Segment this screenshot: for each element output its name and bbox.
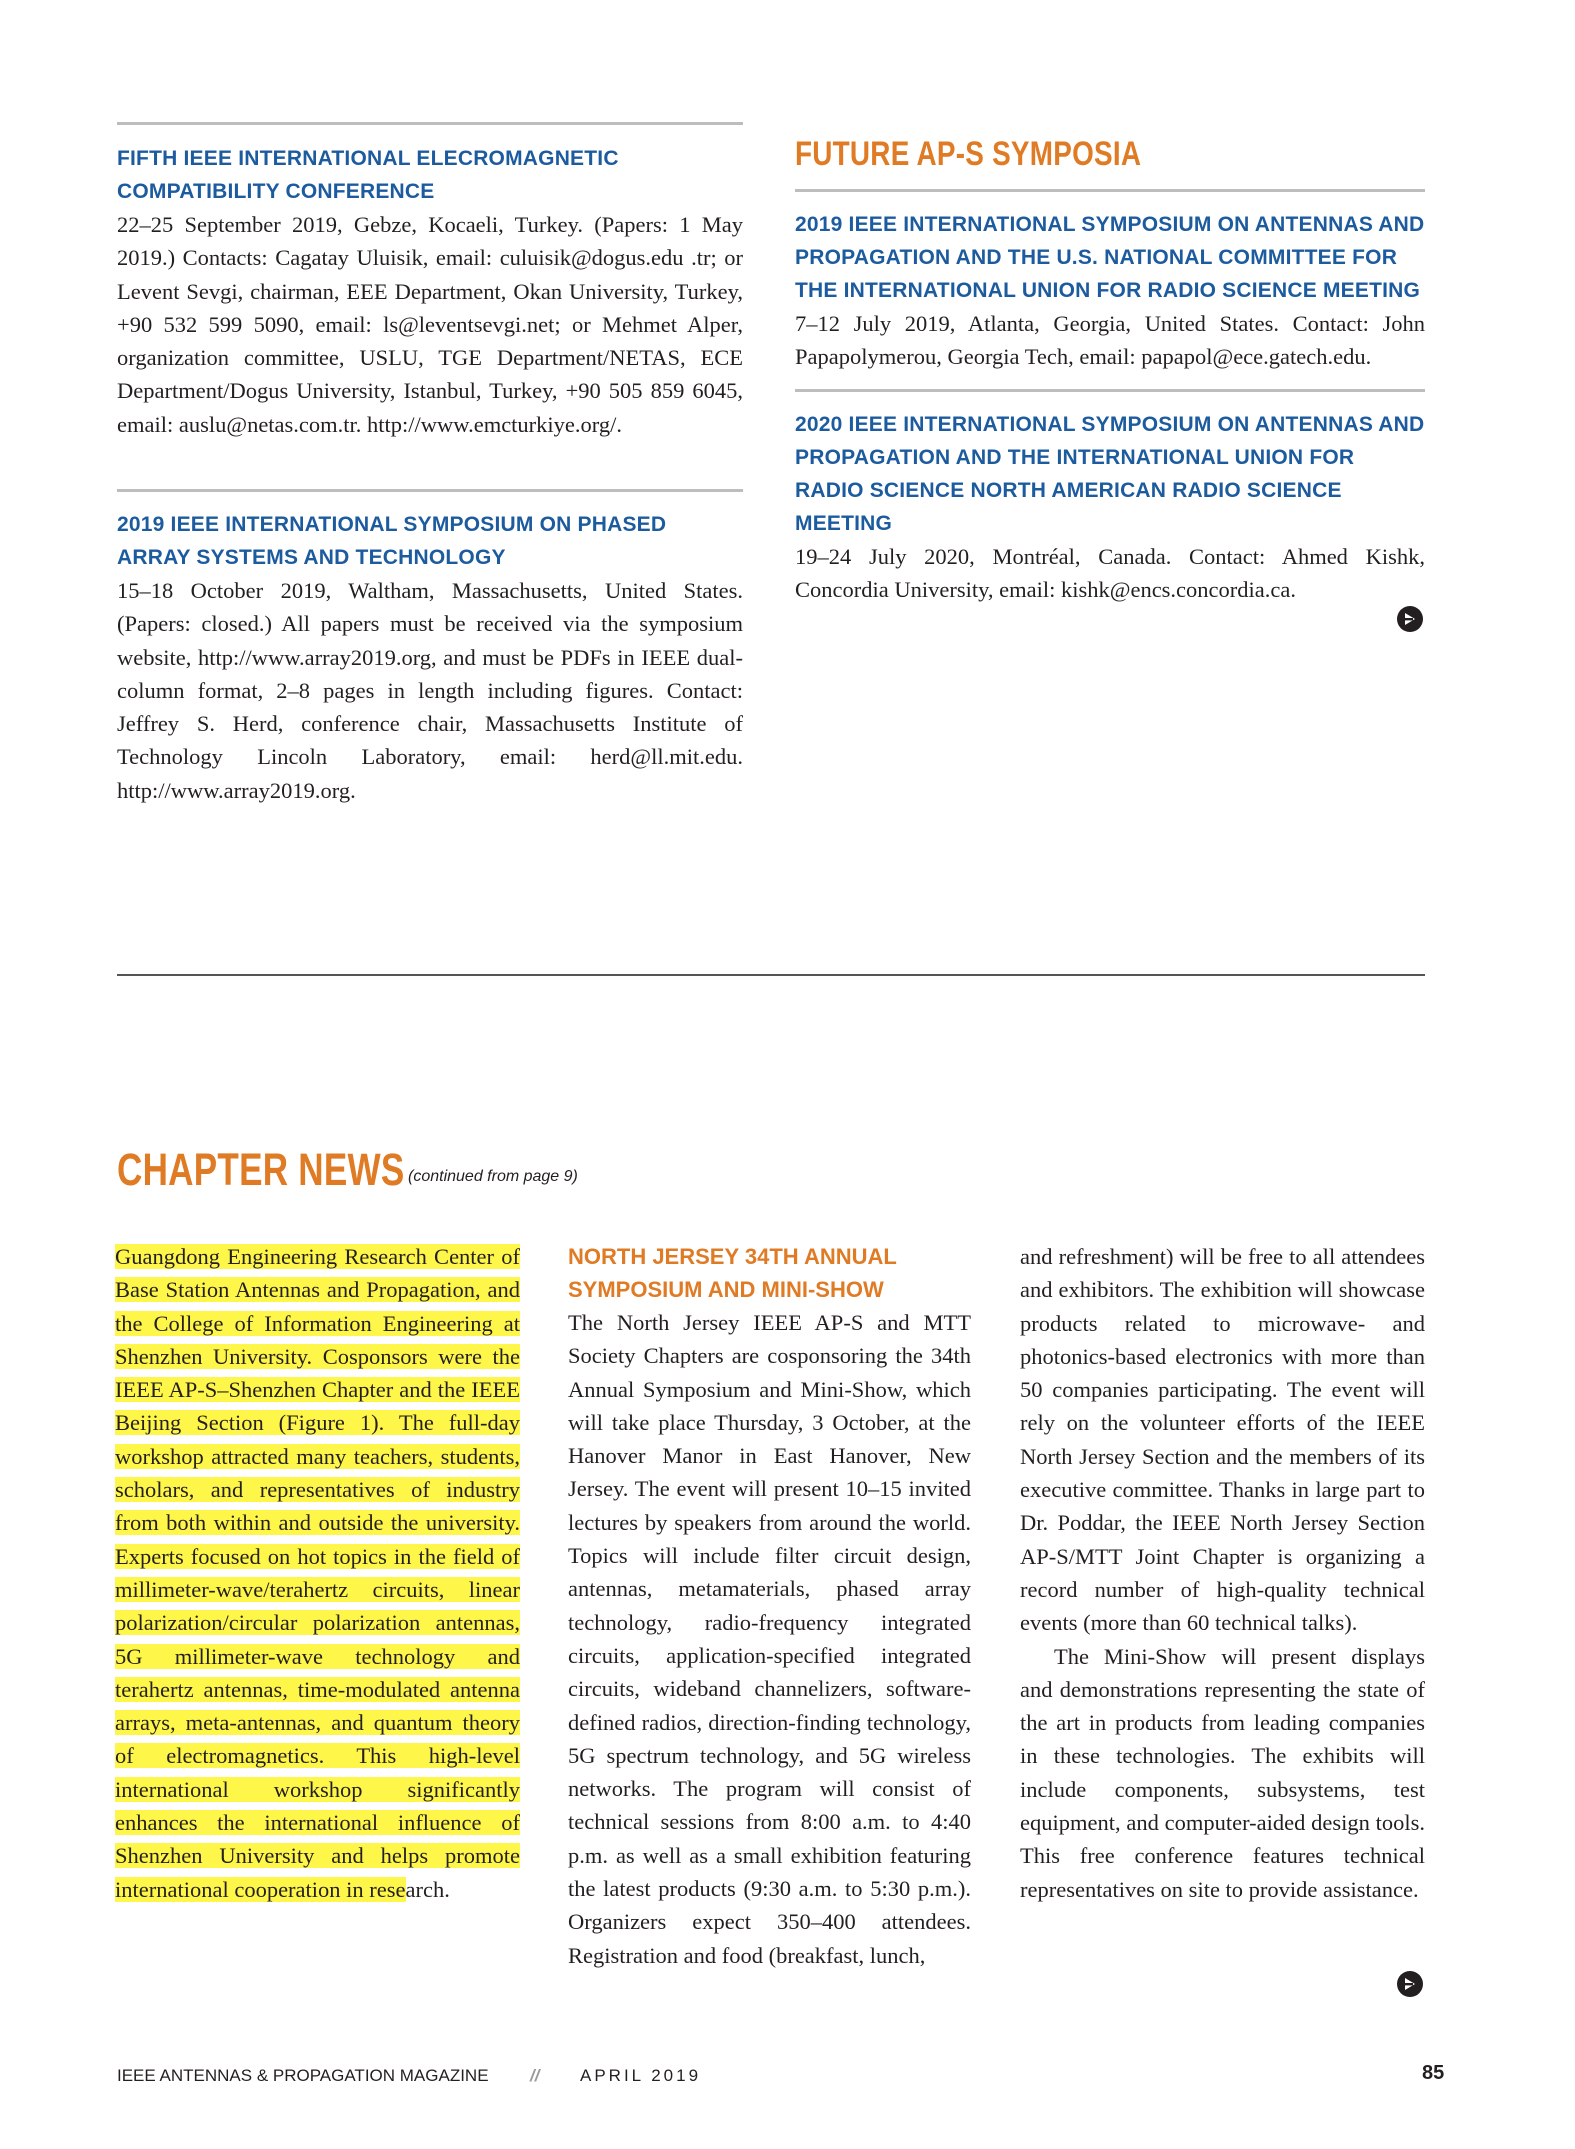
- page-number: 85: [1422, 2062, 1445, 2084]
- north-jersey-body: The North Jersey IEEE AP-S and MTT Society Chapters are cosponsoring the 34th Annual Symposium and Mini-Show, which will take place Thursday, 3 October, at the Hanover Manor in East Hanover, New Jersey. The event will present 10–15 invited lectures by speakers from around the world. Topics will include filter circuit design, antennas, metamaterials, phased array technology, radio-frequency integrated circuits, application-specified integrated circuits, wideband channelizers, software-defined radios, direction-finding technology, 5G spectrum technology, and 5G wireless networks. The program will consist of technical sessions from 8:00 a.m. to 4:40 p.m. as well as a small exhibition featuring the latest products (9:30 a.m. to 5:30 p.m.). Organizers expect 350–400 attendees. Registration and food (breakfast, lunch,: [568, 1310, 971, 1968]
- end-of-section-icon: [1396, 605, 1424, 633]
- emc-conference-heading: FIFTH IEEE INTERNATIONAL ELECROMAGNETIC COMPATIBILITY CONFERENCE: [117, 147, 619, 203]
- north-jersey-heading: NORTH JERSEY 34TH ANNUAL SYMPOSIUM AND MINI-SHOW: [568, 1244, 897, 1302]
- mini-show-paragraph: The Mini-Show will present displays and demonstrations representing the state of the art in products from leading companies in these technologies. The exhibits will include components, subsystems, test equipment, and computer-aided design tools. This free conference features technical representatives on site to provide assistance.: [1020, 1643, 1425, 1902]
- chapter-news-column-2: [568, 1240, 971, 1972]
- highlighted-passage: Guangdong Engineering Research Center of Base Station Antennas and Propagation, and the College of Information Engineering at Shenzhen University. Cosponsors were the IEEE AP-S–Shenzhen Chapter and the IEEE Beijing Section (Figure 1). The full-day workshop attracted many teachers, students, scholars, and representatives of industry from both within and outside the university. Experts focused on hot topics in the field of millimeter-wave/terahertz circuits, linear polarization/circular polarization antennas, 5G millimeter-wave technology and terahertz antennas, time-modulated antenna arrays, meta-antennas, and quantum theory of electromagnetics. This high-level international workshop significantly enhances the international influence of Shenzhen University and helps promote international cooperation in rese: [115, 1244, 520, 1902]
- phased-array-block: [117, 508, 743, 807]
- chapter-news-column-1: [115, 1240, 520, 1906]
- north-jersey-continued: and refreshment) will be free to all attendees and exhibitors. The exhibition will showcase products related to microwave- and photonics-based electronics with more than 50 companies participating. The event will rely on the volunteer efforts of the IEEE North Jersey Section and the members of its executive committee. Thanks in large part to Dr. Poddar, the IEEE North Jersey Section AP-S/MTT Joint Chapter is organizing a record number of high-quality technical events (more than 60 technical talks).: [1020, 1244, 1425, 1636]
- emc-conference-body: 22–25 September 2019, Gebze, Kocaeli, Turkey. (Papers: 1 May 2019.) Contacts: Cagatay Uluisik, email: culuisik@dogus.edu .tr; or Levent Sevgi, chairman, EEE Department, Okan University, Turkey, +90 532 599 5090, email: ls@leventsevgi.net; or Mehmet Alper, organization committee, USLU, TGE Department/NETAS, ECE Department/Dogus University, Istanbul, Turkey, +90 505 859 6045, email: auslu@netas.com.tr. http://www.emcturkiye.org/.: [117, 212, 743, 437]
- mid-right-rule: [795, 389, 1425, 392]
- shenzhen-workshop-text: [115, 1240, 520, 1906]
- phased-array-heading: 2019 IEEE INTERNATIONAL SYMPOSIUM ON PHASED ARRAY SYSTEMS AND TECHNOLOGY: [117, 513, 667, 569]
- end-of-article-icon: [1396, 1970, 1424, 1998]
- top-left-rule: [117, 122, 743, 125]
- unhighlighted-tail: arch.: [405, 1876, 450, 1902]
- aps-2019-heading: 2019 IEEE INTERNATIONAL SYMPOSIUM ON ANTENNAS AND PROPAGATION AND THE U.S. NATIONAL COMMITTEE FOR THE INTERNATIONAL UNION FOR RADIO SCIENCE MEETING: [795, 213, 1425, 302]
- section-divider: [117, 974, 1425, 976]
- aps-2019-body: 7–12 July 2019, Atlanta, Georgia, United States. Contact: John Papapolymerou, Georgia Tech, email: papapol@ece.gatech.edu.: [795, 311, 1425, 370]
- continued-note: (continued from page 9): [408, 1168, 578, 1185]
- emc-conference-block: [117, 142, 743, 441]
- top-right-rule: [795, 189, 1425, 192]
- chapter-news-title: CHAPTER NEWS: [117, 1144, 405, 1195]
- footer-magazine-name: IEEE ANTENNAS & PROPAGATION MAGAZINE: [117, 2066, 489, 2085]
- footer-separator: //: [530, 2066, 540, 2085]
- aps-2019-block: [795, 208, 1425, 374]
- footer-date: APRIL 2019: [580, 2066, 702, 2085]
- future-symposia-title: FUTURE AP-S SYMPOSIA: [795, 135, 1142, 173]
- chapter-news-column-3: [1020, 1240, 1425, 1906]
- mid-left-rule: [117, 489, 743, 492]
- aps-2020-block: [795, 408, 1425, 607]
- aps-2020-body: 19–24 July 2020, Montréal, Canada. Contact: Ahmed Kishk, Concordia University, email: kishk@encs.concordia.ca.: [795, 544, 1425, 603]
- phased-array-body: 15–18 October 2019, Waltham, Massachusetts, United States. (Papers: closed.) All papers must be received via the symposium website, http://www.array2019.org, and must be PDFs in IEEE dual-column format, 2–8 pages in length including figures. Contact: Jeffrey S. Herd, conference chair, Massachusetts Institute of Technology Lincoln Laboratory, email: herd@ll.mit.edu. http://www.array2019.org.: [117, 578, 743, 803]
- aps-2020-heading: 2020 IEEE INTERNATIONAL SYMPOSIUM ON ANTENNAS AND PROPAGATION AND THE INTERNATIONAL UNION FOR RADIO SCIENCE NORTH AMERICAN RADIO SCIENCE MEETING: [795, 413, 1425, 535]
